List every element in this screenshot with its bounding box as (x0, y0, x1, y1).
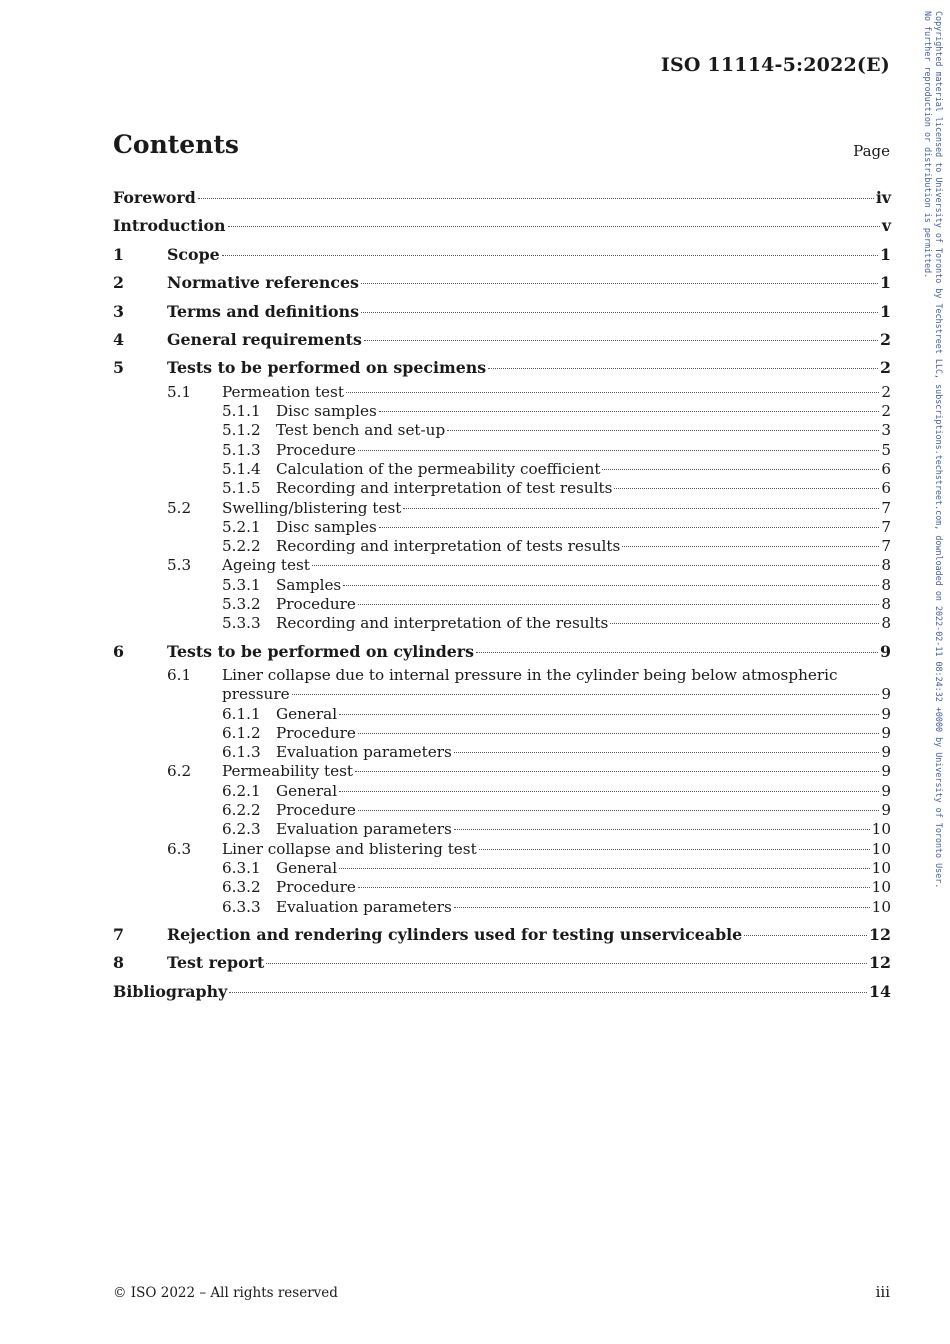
toc-entry-title: General requirements (167, 329, 362, 349)
toc-entry-5-3[interactable] (113, 556, 891, 575)
toc-entry-title: Ageing test (222, 556, 310, 575)
toc-entry-page: 2 (880, 358, 891, 378)
leader-dots (343, 585, 879, 586)
toc-entry-page: 14 (869, 981, 891, 1001)
toc-entry-number: 5.1.3 (222, 440, 261, 459)
leader-dots (339, 868, 870, 869)
toc-entry-page: 10 (871, 820, 891, 839)
toc-entry-number: 5.1.4 (222, 459, 261, 478)
toc-entry-title: Normative references (167, 273, 359, 293)
document-id: ISO 11114-5:2022(E) (660, 54, 890, 76)
toc-entry-number: 6.2.2 (222, 801, 261, 820)
toc-entry-4[interactable] (113, 326, 891, 354)
toc-entry-6-3-3[interactable] (113, 898, 891, 917)
toc-entry-page: 3 (881, 421, 891, 440)
toc-entry-page: 9 (880, 641, 891, 661)
toc-entry-number: 5.1 (167, 382, 192, 401)
toc-entry-number: 6.2.1 (222, 781, 261, 800)
toc-entry-7[interactable] (113, 921, 891, 949)
toc-entry-5-1[interactable] (113, 383, 891, 402)
leader-dots (358, 810, 879, 811)
toc-entry-page: 6 (881, 479, 891, 498)
toc-entry-title: General (276, 858, 338, 877)
page-number: iii (875, 1283, 890, 1301)
toc-entry-5-1-4[interactable] (113, 460, 891, 479)
toc-entry-page: 8 (881, 595, 891, 613)
toc-entry-2[interactable] (113, 269, 891, 297)
toc-entry-title: Rejection and rendering cylinders used for testing unserviceable (167, 924, 743, 944)
toc-entry-page: v (881, 216, 891, 236)
toc-entry-page: 7 (881, 537, 891, 556)
toc-entry-title: Terms and definitions (167, 301, 359, 321)
toc-entry-6-2-3[interactable] (113, 820, 891, 839)
toc-entry-8[interactable] (113, 949, 891, 977)
toc-entry-page: 9 (881, 762, 891, 781)
toc-entry-5-2-1[interactable] (113, 518, 891, 537)
toc-entry-page: 9 (881, 781, 891, 800)
toc-entry-3[interactable] (113, 298, 891, 326)
toc-entry-page: 10 (871, 858, 891, 877)
toc-entry-title: Procedure (276, 878, 356, 897)
leader-dots (454, 752, 880, 753)
toc-entry-bibliography[interactable] (113, 978, 891, 1006)
toc-entry-number: 6.3.2 (222, 878, 261, 897)
toc-entry-title: Permeability test (222, 762, 354, 781)
watermark-line-2: No further reproduction or distribution is permitted. (923, 11, 933, 279)
toc-entry-title: Permeation test (222, 382, 344, 401)
leader-dots (479, 849, 870, 850)
toc-entry-title: Swelling/blistering test (222, 498, 402, 517)
leader-dots (476, 652, 878, 653)
leader-dots (364, 340, 878, 341)
toc-entry-title-continued: pressure (222, 685, 290, 704)
toc-entry-5-1-5[interactable] (113, 479, 891, 498)
leader-dots (361, 312, 878, 313)
leader-dots (198, 198, 874, 199)
toc-entry-6-1-2[interactable] (113, 724, 891, 743)
toc-entry-title: Test bench and set-up (276, 421, 446, 440)
toc-entry-number: 1 (113, 244, 124, 264)
toc-entry-number: 5.3 (167, 556, 192, 575)
toc-entry-6[interactable] (113, 638, 891, 666)
toc-entry-page: 10 (871, 839, 891, 858)
toc-entry-title: Tests to be performed on specimens (167, 358, 487, 378)
toc-entry-title: Test report (167, 953, 265, 973)
leader-dots (358, 887, 870, 888)
toc-entry-5-2-2[interactable] (113, 537, 891, 556)
toc-entry-6-1[interactable] (113, 666, 891, 705)
toc-entry-page: 9 (881, 743, 891, 762)
leader-dots (622, 546, 879, 547)
leader-dots (379, 527, 880, 528)
toc-entry-number: 6.2.3 (222, 820, 261, 839)
leader-dots (292, 694, 880, 695)
toc-entry-title: Foreword (113, 188, 196, 207)
leader-dots (379, 411, 880, 412)
leader-dots (403, 508, 879, 509)
toc-entry-title: Procedure (276, 801, 356, 820)
leader-dots (610, 623, 879, 624)
toc-entry-5-1-1[interactable] (113, 402, 891, 421)
toc-entry-1[interactable] (113, 241, 891, 269)
toc-entry-title: General (276, 704, 338, 723)
toc-entry-page: 8 (881, 575, 891, 594)
toc-entry-number: 6.3.3 (222, 897, 261, 916)
leader-dots (266, 963, 867, 964)
copyright-watermark (922, 11, 944, 888)
leader-dots (454, 829, 870, 830)
copyright-footer: © ISO 2022 – All rights reserved (113, 1285, 338, 1301)
leader-dots (339, 791, 879, 792)
toc-entry-title: Scope (167, 244, 220, 264)
toc-entry-title: Evaluation parameters (276, 820, 452, 839)
toc-entry-page: 12 (869, 924, 891, 944)
toc-entry-title: Disc samples (276, 402, 377, 421)
toc-entry-number: 3 (113, 301, 124, 321)
leader-dots (447, 430, 879, 431)
leader-dots (312, 565, 879, 566)
toc-entry-number: 6 (113, 641, 124, 661)
toc-entry-number: 6.1.2 (222, 723, 261, 742)
toc-entry-page: 9 (881, 801, 891, 820)
leader-dots (339, 714, 879, 715)
toc-entry-number: 4 (113, 329, 124, 349)
toc-entry-page: 2 (880, 329, 891, 349)
watermark-line-1: Copyrighted material licensed to University of Toronto by Techstreet LLC, subscriptions.techstreet.com, downloaded on 2022-02-11 08:24:32 +0000 by University of Toronto User. (934, 11, 944, 889)
toc-entry-title: Procedure (276, 595, 356, 613)
toc-entry-foreword[interactable] (113, 184, 891, 212)
leader-dots (602, 469, 879, 470)
leader-dots (361, 283, 878, 284)
toc-entry-title: Liner collapse and blistering test (222, 839, 477, 858)
leader-dots (355, 771, 879, 772)
toc-entry-title: Liner collapse due to internal pressure in the cylinder being below atmospheric (222, 665, 838, 684)
toc-entry-page: 7 (881, 498, 891, 517)
toc-entry-page: 2 (881, 382, 891, 401)
toc-entry-number: 5.1.5 (222, 479, 261, 498)
toc-entry-page: 8 (881, 556, 891, 575)
leader-dots (454, 907, 870, 908)
toc-entry-6-2[interactable] (113, 762, 891, 781)
toc-entry-page: 6 (881, 459, 891, 478)
toc-entry-title: Calculation of the permeability coefficient (276, 459, 601, 478)
toc-entry-number: 5.2.1 (222, 517, 261, 536)
toc-entry-number: 6.1.3 (222, 743, 261, 762)
toc-entry-title: Bibliography (113, 981, 228, 1001)
leader-dots (614, 488, 879, 489)
toc-entry-page: 12 (869, 953, 891, 973)
toc-entry-title: General (276, 781, 338, 800)
toc-entry-title: Evaluation parameters (276, 743, 452, 762)
toc-entry-number: 2 (113, 273, 124, 293)
toc-entry-title: Procedure (276, 723, 356, 742)
leader-dots (744, 935, 867, 936)
table-of-contents (113, 184, 891, 1006)
toc-entry-title: Evaluation parameters (276, 897, 452, 916)
toc-entry-title: Tests to be performed on cylinders (167, 641, 475, 661)
leader-dots (229, 992, 867, 993)
toc-entry-number: 5.2.2 (222, 537, 261, 556)
toc-entry-number: 6.2 (167, 762, 192, 781)
toc-entry-page: 1 (880, 244, 891, 264)
leader-dots (228, 226, 880, 227)
toc-entry-title: Recording and interpretation of test results (276, 479, 613, 498)
toc-entry-page: 9 (881, 704, 891, 723)
toc-entry-5-1-2[interactable] (113, 421, 891, 440)
toc-entry-page: 1 (880, 301, 891, 321)
toc-entry-number: 6.3 (167, 839, 192, 858)
toc-entry-title: Recording and interpretation of the results (276, 614, 609, 633)
toc-entry-6-3-1[interactable] (113, 859, 891, 878)
toc-entry-6-2-1[interactable] (113, 782, 891, 801)
toc-entry-5-3-1[interactable] (113, 576, 891, 595)
toc-entry-number: 5.3.2 (222, 595, 261, 613)
toc-entry-title: Samples (276, 575, 342, 594)
toc-entry-page: iv (875, 188, 891, 207)
toc-entry-page: 10 (871, 897, 891, 916)
toc-entry-number: 5.3.3 (222, 614, 261, 633)
toc-entry-number: 8 (113, 953, 124, 973)
toc-entry-number: 6.3.1 (222, 858, 261, 877)
toc-entry-page: 1 (880, 273, 891, 293)
toc-entry-number: 5.3.1 (222, 575, 261, 594)
toc-entry-number: 5.1.1 (222, 402, 261, 421)
toc-entry-6-1-3[interactable] (113, 743, 891, 762)
toc-entry-title: Procedure (276, 440, 356, 459)
toc-entry-5-2[interactable] (113, 499, 891, 518)
leader-dots (358, 733, 879, 734)
toc-entry-6-3-2[interactable] (113, 878, 891, 897)
toc-entry-number: 6.1.1 (222, 704, 261, 723)
toc-entry-page: 2 (881, 402, 891, 421)
toc-entry-number: 6.1 (167, 665, 192, 684)
toc-entry-title: Disc samples (276, 517, 377, 536)
toc-entry-page: 7 (881, 517, 891, 536)
toc-entry-introduction[interactable] (113, 212, 891, 240)
toc-entry-5-1-3[interactable] (113, 441, 891, 460)
leader-dots (358, 604, 879, 605)
toc-entry-6-3[interactable] (113, 840, 891, 859)
toc-entry-number: 5.1.2 (222, 421, 261, 440)
toc-entry-5-3-2[interactable] (113, 595, 891, 614)
leader-dots (222, 255, 878, 256)
toc-entry-number: 5.2 (167, 498, 192, 517)
toc-entry-page: 5 (881, 440, 891, 459)
toc-entry-title: Recording and interpretation of tests results (276, 537, 621, 556)
contents-heading: Contents (113, 130, 240, 159)
page-column-label: Page (853, 142, 890, 160)
leader-dots (346, 392, 879, 393)
toc-entry-page: 8 (881, 614, 891, 633)
leader-dots (488, 368, 878, 369)
toc-entry-5-3-3[interactable] (113, 614, 891, 633)
toc-entry-6-1-1[interactable] (113, 705, 891, 724)
toc-entry-title: Introduction (113, 216, 226, 236)
toc-entry-5[interactable] (113, 354, 891, 382)
toc-entry-number: 7 (113, 924, 124, 944)
toc-entry-page: 9 (881, 723, 891, 742)
leader-dots (358, 450, 879, 451)
toc-entry-page: 9 (881, 685, 891, 704)
toc-entry-6-2-2[interactable] (113, 801, 891, 820)
toc-entry-page: 10 (871, 878, 891, 897)
toc-entry-number: 5 (113, 358, 124, 378)
